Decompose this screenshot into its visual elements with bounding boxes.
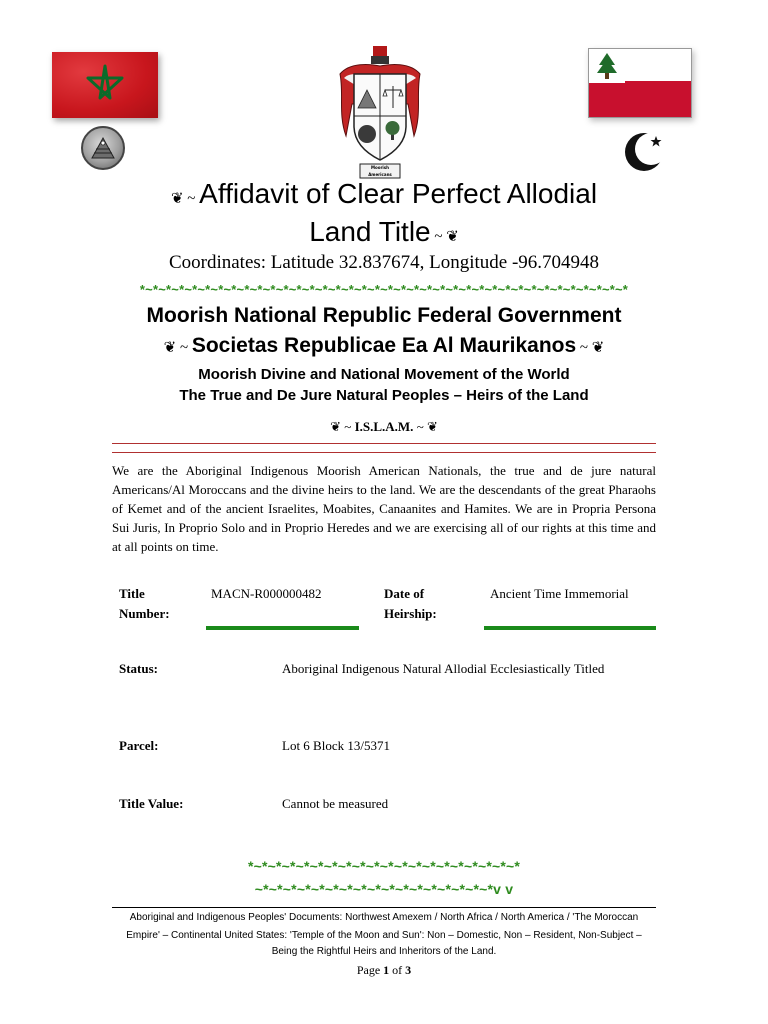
coat-of-arms-image [330, 44, 430, 184]
title-value-label: Title Value: [119, 796, 184, 811]
date-of-heirship-underline [484, 626, 656, 630]
title-number-underline [206, 626, 359, 630]
closing-divider-line1: *~*~*~*~*~*~*~*~*~*~*~*~*~*~*~*~*~*~*~* [247, 858, 521, 874]
divider-rule-bottom [112, 452, 656, 453]
divider-rule-top [112, 443, 656, 444]
document-title-line1: ❦ ~ Affidavit of Clear Perfect Allodial [170, 178, 598, 209]
date-of-heirship-label: Date of Heirship: [384, 586, 437, 621]
pine-tree-icon [589, 49, 625, 83]
page-number: Page 1 of 3 [356, 963, 412, 977]
pentagram-icon [85, 63, 125, 103]
title-ornament-right: ~ ❦ [430, 229, 459, 245]
title-ornament-left: ❦ ~ [170, 191, 200, 207]
title-number-value: MACN-R000000482 [211, 586, 322, 601]
footer-line2: Empire' – Continental United States: 'Temple of the Moon and Sun': Non – Domestic, Non – Resident, Non-Subject – [126, 930, 642, 941]
title-number-label: Title Number: [119, 586, 170, 621]
pyramid-seal-image [81, 126, 125, 170]
declaration-paragraph: We are the Aboriginal Indigenous Moorish American Nationals, the true and de jure natural Americans/Al Moroccans and the divine heirs to the land. We are the descendants of the great Pharaohs of Kemet and of the ancient Israelites, Moabites, Canaanites and Hamites. We are in Propria Persona Sui Juris, In Proprio Solo and in Proprio Heredes and we are exercising all of our rights at this time and at all points on time. [112, 463, 656, 554]
coordinates-text: Coordinates: Latitude 32.837674, Longitude -96.704948 [168, 252, 600, 273]
parcel-label: Parcel: [119, 738, 159, 753]
status-label: Status: [119, 661, 159, 676]
status-value: Aboriginal Indigenous Natural Allodial Ecclesiastically Titled [282, 661, 605, 676]
org-name-line1: Moorish National Republic Federal Government [146, 304, 622, 327]
islam-line: ❦ ~ I.S.L.A.M. ~ ❦ [330, 419, 438, 434]
parcel-value: Lot 6 Block 13/5371 [282, 738, 390, 753]
pine-tree-flag-image [588, 48, 692, 118]
subtitle-line1: Moorish Divine and National Movement of the World [198, 366, 570, 383]
moroccan-flag-image [52, 52, 158, 118]
pyramid-eye-icon [89, 134, 117, 162]
footer-line3: Being the Rightful Heirs and Inheritors of the Land. [271, 946, 497, 957]
document-title-line2: Land Title ~ ❦ [309, 216, 459, 247]
decorative-divider: *~*~*~*~*~*~*~*~*~*~*~*~*~*~*~*~*~*~*~*~*~*~*~*~*~*~*~*~*~*~*~*~*~*~*~*~*~* [139, 282, 629, 297]
crest-motto: Moorish Americans [368, 165, 392, 177]
org-name-line2: ❦ ~ Societas Republicae Ea Al Maurikanos ~ ❦ [163, 334, 605, 357]
crescent-star-icon [622, 128, 668, 174]
title-value-value: Cannot be measured [282, 796, 389, 811]
footer-text [100, 909, 668, 945]
date-of-heirship-value: Ancient Time Immemorial [490, 586, 629, 601]
footer-line1: Aboriginal and Indigenous Peoples' Documents: Northwest Amexem / North Africa / North America / 'The Moroccan [129, 912, 639, 923]
subtitle-line2: The True and De Jure Natural Peoples – Heirs of the Land [179, 387, 589, 404]
footer-rule [112, 907, 656, 908]
closing-divider-line2: ~*~*~*~*~*~*~*~*~*~*~*~*~*~*~*~*~*v v [254, 881, 514, 897]
